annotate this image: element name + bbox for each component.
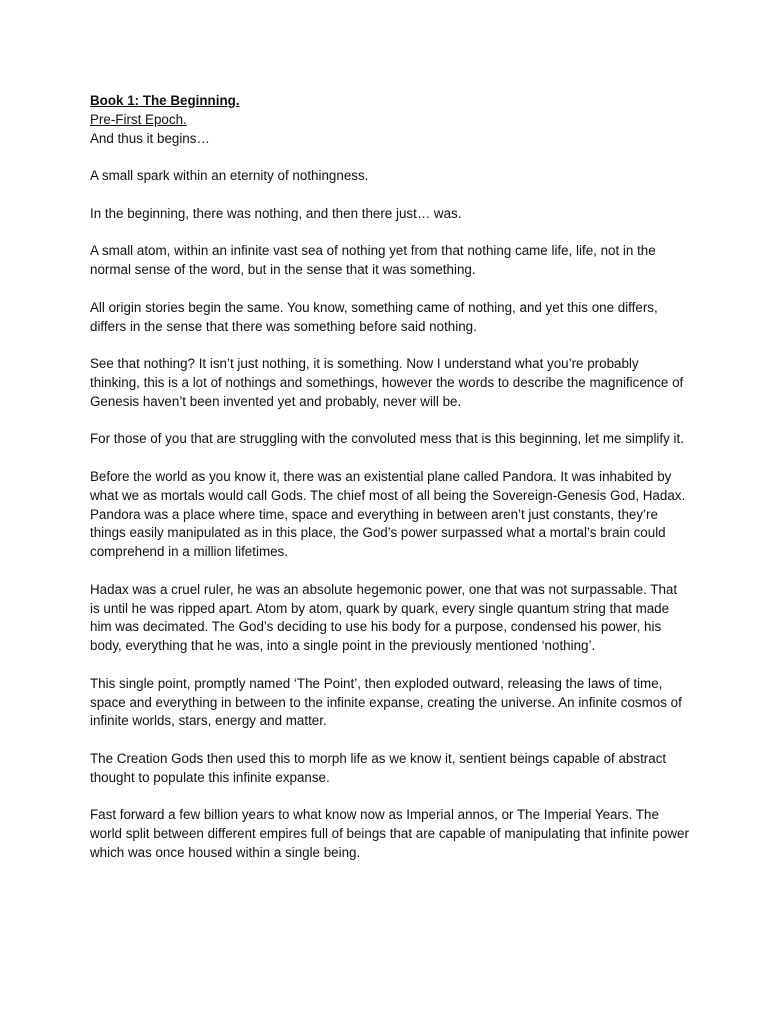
paragraph-11: Fast forward a few billion years to what know now as Imperial annos, or The Imperial Years. The world split between different empires full of beings that are capable of manipulating that infinite power which was once housed within a single being.: [90, 807, 689, 860]
paragraph-9: This single point, promptly named ‘The Point’, then exploded outward, releasing the laws of time, space and everything in between to the infinite expanse, creating the universe. An infinite cosmos of infinite worlds, stars, energy and matter.: [90, 675, 682, 729]
paragraph-2: In the beginning, there was nothing, and then there just… was.: [90, 205, 462, 221]
paragraph-7: Before the world as you know it, there was an existential plane called Pandora. It was inhabited by what we as mortals would call Gods. The chief most of all being the Sovereign-Genesis God, Hadax. Pandora was a place where time, space and everything in between aren’t just constants, they’re things easily manipulated as in this place, the God’s power surpassed what a mortal’s brain could comprehend in a million lifetimes.: [90, 468, 686, 560]
epoch-subtitle: Pre-First Epoch.: [90, 111, 187, 127]
paragraph-1: A small spark within an eternity of nothingness.: [90, 168, 369, 184]
document-page: [90, 92, 690, 863]
paragraph-3: A small atom, within an infinite vast sea of nothing yet from that nothing came life, life, not in the normal sense of the word, but in the sense that it was something.: [90, 243, 656, 278]
paragraph-10: The Creation Gods then used this to morph life as we know it, sentient beings capable of abstract thought to populate this infinite expanse.: [90, 750, 667, 785]
paragraph-6: For those of you that are struggling with the convoluted mess that is this beginning, let me simplify it.: [90, 431, 684, 447]
paragraph-8: Hadax was a cruel ruler, he was an absolute hegemonic power, one that was not surpassable. That is until he was ripped apart. Atom by atom, quark by quark, every single quantum string that made him was decimated. The God’s deciding to use his body for a purpose, condensed his power, his body, everything that he was, into a single point in the previously mentioned ‘nothing’.: [90, 581, 678, 654]
paragraph-4: All origin stories begin the same. You know, something came of nothing, and yet this one differs, differs in the sense that there was something before said nothing.: [90, 299, 658, 334]
book-title: Book 1: The Beginning.: [90, 93, 240, 108]
intro-line: And thus it begins…: [90, 130, 210, 146]
paragraph-5: See that nothing? It isn’t just nothing, it is something. Now I understand what you’re probably thinking, this is a lot of nothings and somethings, however the words to describe the magnificence of Genesis haven’t been invented yet and probably, never will be.: [90, 356, 684, 409]
